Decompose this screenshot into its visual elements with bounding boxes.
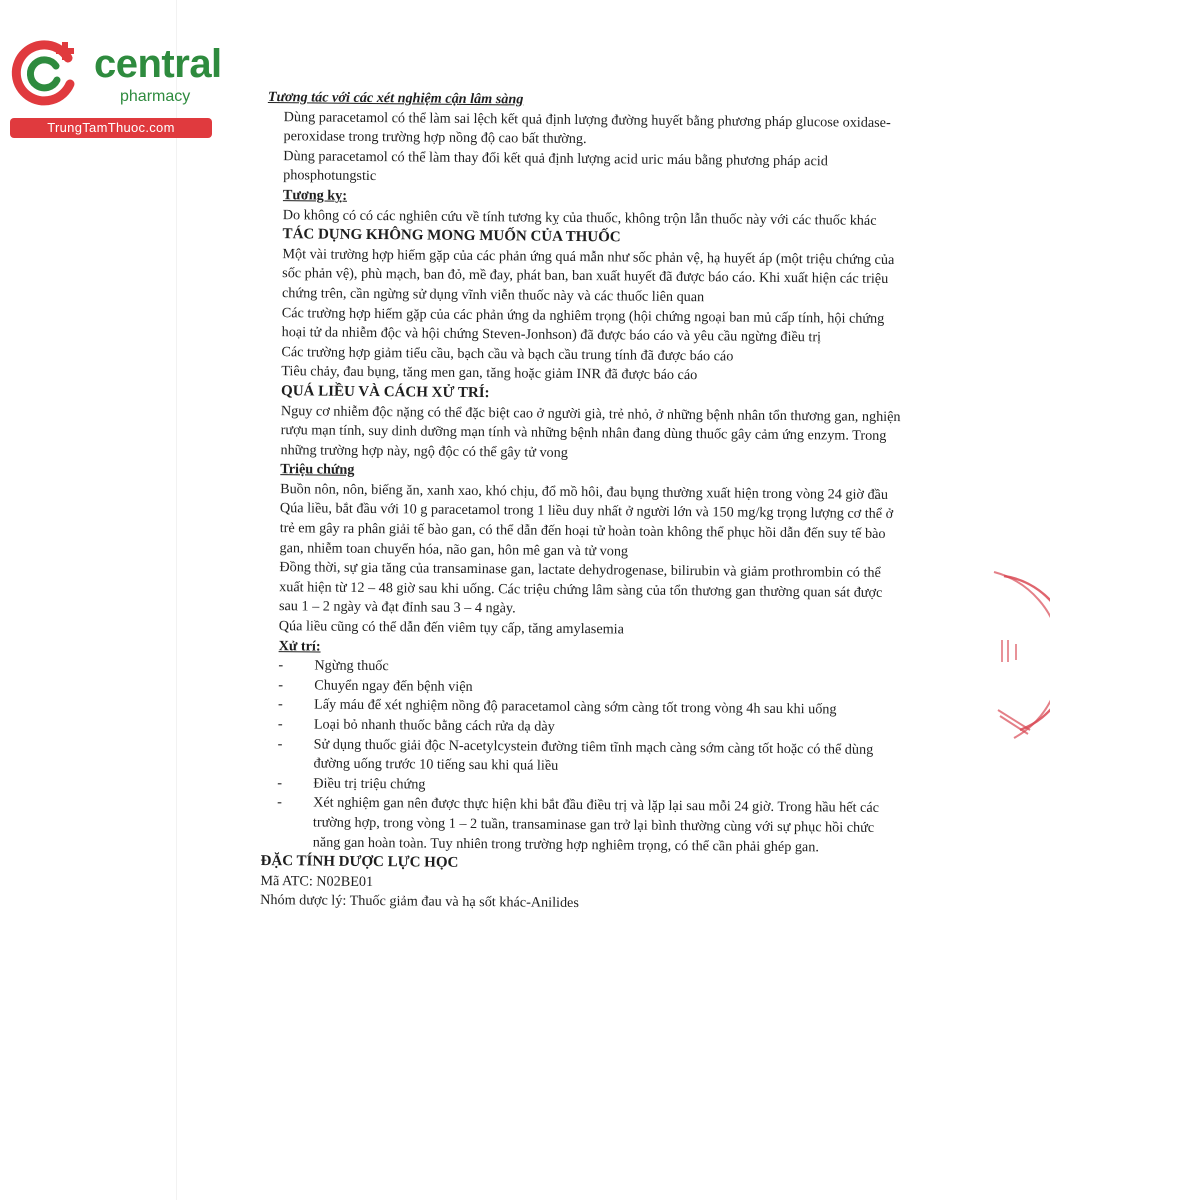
document-body: [260, 88, 908, 917]
list-item-text: Loại bỏ nhanh thuốc bằng cách rửa dạ dày: [313, 716, 555, 735]
paragraph: Tiêu chảy, đau bụng, tăng men gan, tăng hoặc giảm INR đã được báo cáo: [281, 363, 698, 384]
list-item-text: Ngừng thuốc: [314, 657, 389, 675]
treatment-list: [261, 656, 903, 858]
paragraph: Dùng paracetamol có thể làm sai lệch kết quả định lượng đường huyết bằng phương pháp glucose oxidase-peroxidase trong trường hợp nồng độ cao bất thường.: [283, 108, 891, 148]
heading-adverse-effects: TÁC DỤNG KHÔNG MONG MUỐN CỦA THUỐC: [282, 226, 621, 246]
bullet-dash: -: [277, 774, 283, 791]
logo-url-text: TrungTamThuoc.com: [47, 120, 175, 135]
scan-edge: [176, 0, 177, 1200]
section-title-symptoms: Triệu chứng: [280, 461, 355, 479]
list-item-text: Xét nghiệm gan nên được thực hiện khi bắt đầu điều trị và lặp lại sau mỗi 24 giờ. Trong hầu hết các trường hợp, trong vòng 1 – 2 tuần, transaminase gan trở lại bình thường cùng với sự phục hồi chức năng gan hoàn toàn. Tuy nhiên trong trường hợp nghiêm trọng, có thể cần phải ghép gan.: [312, 794, 880, 855]
paragraph: Dùng paracetamol có thể làm thay đổi kết quả định lượng acid uric máu bằng phương pháp acid phosphotungstic: [283, 147, 828, 185]
paragraph: Một vài trường hợp hiếm gặp của các phản ứng quá mẫn như sốc phản vệ, hạ huyết áp (một triệu chứng của sốc phản vệ), phù mạch, ban đỏ, mề đay, phát ban, ban xuất huyết đã được báo cáo. Khi xuất hiện các triệu chứng trên, cần ngừng sử dụng vĩnh viễn thuốc này và các thuốc liên quan: [281, 245, 895, 306]
bullet-dash: -: [278, 657, 284, 674]
paragraph: Các trường hợp hiếm gặp của các phản ứng da nghiêm trọng (hội chứng ngoại ban mủ cấp tính, hội chứng hoại tử da nhiễm độc và hội chứng Steven-Jonhson) đã được báo cáo và yêu cầu ngừng điều trị: [281, 304, 885, 346]
bullet-dash: -: [277, 794, 282, 811]
pharmacological-group: Nhóm dược lý: Thuốc giảm đau và hạ sốt khác-Anilides: [260, 892, 579, 912]
list-item: [277, 793, 902, 858]
bullet-dash: -: [278, 696, 283, 713]
red-stamp-fragment: [990, 570, 1050, 740]
paragraph: Do không có có các nghiên cứu về tính tương kỵ của thuốc, không trộn lẫn thuốc này với các thuốc khác: [282, 206, 877, 229]
logo-brand-text: central: [94, 42, 222, 86]
section-title-incompatibility: Tương kỵ:: [282, 187, 348, 204]
paragraph: Nguy cơ nhiễm độc nặng có thể đặc biệt cao ở người già, trẻ nhỏ, ở những bệnh nhân tổn thương gan, nghiện rượu mạn tính, suy dinh dưỡng mạn tính và những bệnh nhân đang dùng thuốc gây cảm ứng enzym. Trong những trường hợp này, ngộ độc có thể gây tử vong: [280, 402, 901, 461]
bullet-dash: -: [277, 735, 283, 752]
heading-overdose: QUÁ LIỀU VÀ CÁCH XỬ TRÍ:: [281, 383, 490, 402]
bullet-dash: -: [278, 676, 284, 693]
logo-sub-text: pharmacy: [120, 88, 191, 105]
bullet-dash: -: [277, 716, 283, 733]
paragraph: Qúa liều, bắt đầu với 10 g paracetamol trong 1 liều duy nhất ở người lớn và 150 mg/kg trọng lượng cơ thể ở trẻ em gây ra phân giải tế bào gan, có thể dẫn đến hoại tử hoàn toàn không thể phục hồi dẫn đến suy tế bào gan, nhiễm toan chuyển hóa, não gan, hôn mê gan và tử vong: [279, 500, 894, 560]
list-item-text: Lấy máu để xét nghiệm nồng độ paracetamol càng sớm càng tốt trong vòng 4h sau khi uống: [314, 696, 837, 718]
atc-code: Mã ATC: N02BE01: [260, 872, 374, 890]
list-item-text: Điều trị triệu chứng: [313, 775, 426, 793]
central-pharmacy-logo[interactable]: [8, 36, 222, 140]
logo-mark-icon: [10, 36, 82, 108]
list-item-text: Sử dụng thuốc giải độc N-acetylcystein đường tiêm tĩnh mạch càng sớm càng tốt hoặc có thể dùng đường uống trước 10 tiếng sau khi quá liều: [313, 736, 874, 775]
logo-url-badge: [10, 118, 212, 138]
paragraph: Qúa liều cũng có thể dẫn đến viêm tụy cấp, tăng amylasemia: [278, 618, 625, 638]
section-title-treatment: Xử trí:: [278, 637, 321, 655]
paragraph: Các trường hợp giảm tiểu cầu, bạch cầu và bạch cầu trung tính đã được báo cáo: [281, 343, 734, 365]
paragraph: Đồng thời, sự gia tăng của transaminase gan, lactate dehydrogenase, bilirubin và giảm prothrombin có thể xuất hiện từ 12 – 48 giờ sau khi uống. Các triệu chứng lâm sàng của tổn thương gan thường quan sát được sau 1 – 2 ngày và đạt đỉnh sau 3 – 4 ngày.: [278, 559, 883, 617]
list-item-text: Chuyển ngay đến bệnh viện: [314, 677, 473, 695]
section-title-lab-interactions: Tương tác với các xét nghiệm cận lâm sàng: [267, 88, 524, 108]
heading-pharmacodynamics: ĐẶC TÍNH DƯỢC LỰC HỌC: [260, 853, 459, 872]
list-item: [277, 735, 901, 780]
paragraph: Buồn nôn, nôn, biếng ăn, xanh xao, khó chịu, đổ mồ hôi, đau bụng thường xuất hiện trong vòng 24 giờ đầu: [280, 481, 889, 503]
